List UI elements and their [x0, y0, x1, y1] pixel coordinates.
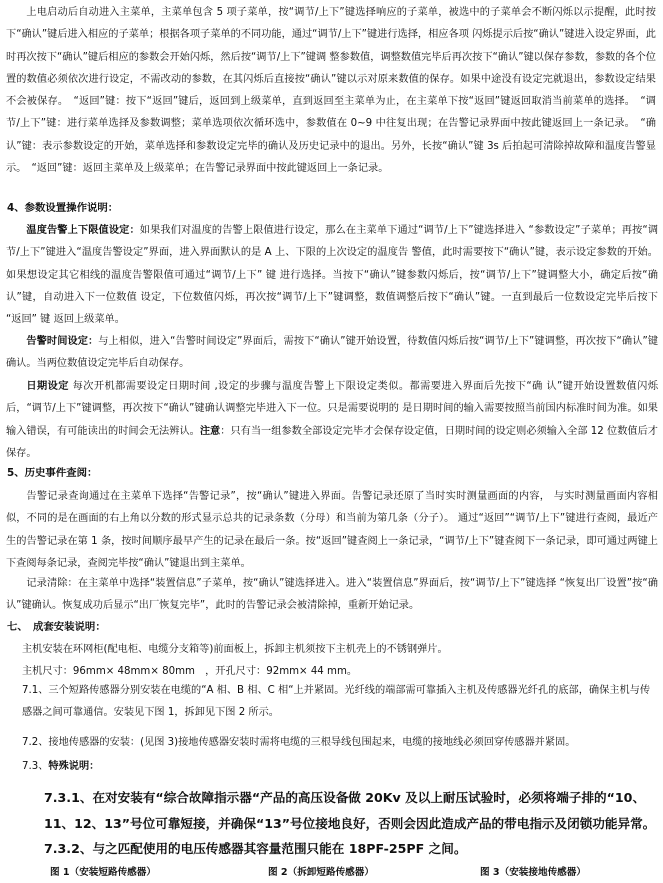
figure-3-caption: 图 3（安装接地传感器）: [480, 867, 586, 878]
alarm-time-text: 与上相似，进入“告警时间设定”界面后，需按下“确认”键开始设置，待数值闪烁后按“调节/上下”键调整，再次按下“确认”键确认。当两位数值设定完毕后自动保存。: [6, 336, 659, 370]
date-setting-text: 每次开机都需要设定日期时间 ,设定的步骤与温度告警上下限设定类似。都需要进入界面后先按下“确 认”键开始设置数值闪烁后，“调节/上下”键调整，再次按下“确认”键确认调整完毕进入下一位。只是需要说明的 是日期时间的输入需要按照当前国内标准时间为准。如果输入错误，有可能读出的时间会无法辨认。: [6, 381, 659, 437]
note-text: ：只有当一组参数全部设定完毕才会保存设定值，日期时间的设定则必须输入全部 12 位数值后才保存。: [6, 425, 658, 459]
item-7-3-2: 7.3.2、与之匹配使用的电压传感器其容量范围只能在 18PF-25PF 之间。: [44, 841, 467, 856]
item-7-3: [22, 759, 99, 775]
item-7-1: [22, 680, 656, 724]
section-5-heading: 5、历史事件查阅：: [7, 467, 98, 479]
alarm-time-paragraph: [6, 331, 658, 376]
item-7-3-1: 7.3.1、在对安装有“综合故障指示器“产品的高压设备做 20Kv 及以上耐压试验时，必须将端子排的“10、11、12、13”号位可靠短接，并确保“13”号位接地良好，否则会因此造成产品的带电指示及闭锁功能异常。: [44, 790, 656, 831]
history-paragraph: 告警记录查询通过在主菜单下选择“告警记录”，按“确认”键进入界面。告警记录还原了当时实时测量画面的内容， 与实时测量画面内容相似，不同的是在画面的右上角以分数的形式显示总共的记录条数（分母）和当前为第几条（分子）。 通过“返回”“调节/上下”键进行查阅，最近产生的告警记录在第 1 条，按时间顺序最早产生的记录在最后一条。按“返回”键查阅上一条记录，“调节/上下”键查阅下一条记录，即可通过两键上下查阅每条记录，查阅完毕按“确认”键退出到主菜单。: [6, 491, 658, 569]
install-line-1: 主机安装在环网柜(配电柜、电缆分支箱等)前面板上，拆卸主机须按下主机壳上的不锈钢弹片。: [22, 644, 448, 655]
temp-limit-text: 如果我们对温度的告警上限值进行设定，那么在主菜单下通过“调节/上下”键选择进入 “参数设定”子菜单；再按“调节/上下”键进入“温度告警设定”界面，进入界面默认的是 A 上、下限的上次设定的温度告 警值，此时需要按下“确认”键，表示设定参数的开始。如果想设定其它相线的温度告警限值可通过“调节/上下” 键 进行选择。当按下“确认”键参数闪烁后，按“调节/上下”键调整大小，确定后按“确认”键，自动进入下一位数值 设定，下位数值闪烁，再次按“调节/上下”键调整，数值调整后按下“确认”键。一直到最后一位数设定完毕后按下 “返回” 键 返回上级菜单。: [6, 225, 659, 326]
date-setting-label: 日期设定: [26, 381, 69, 392]
figure-2-caption: 图 2（拆卸短路传感器）: [268, 867, 374, 878]
figure-captions: [0, 864, 663, 882]
section-7-heading: 七、 成套安装说明：: [7, 621, 106, 633]
section-4-heading: 4、参数设置操作说明：: [7, 202, 119, 214]
temp-limit-label: 温度告警上下限值设定：: [26, 225, 140, 236]
figure-1-caption: 图 1（安装短路传感器）: [50, 867, 156, 878]
item-7-3-label: 特殊说明：: [48, 761, 100, 772]
record-clear-paragraph: 记录清除：在主菜单中选择“装置信息”子菜单，按“确认”键选择进入。进入“装置信息”界面后，按“调节/上下”键选择 “恢复出厂设置”按“确认”键确认。恢复成功后显示“出厂恢复完毕”，此时的告警记录会被清除掉，重新开始记录。: [6, 578, 658, 612]
note-label: 注意: [199, 425, 221, 437]
menu-operation-paragraph: 上电启动后自动进入主菜单，主菜单包含 5 项子菜单，按“调节/上下”键选择响应的子菜单，被选中的子菜单会不断闪烁以示提醒，此时按下“确认”键后进入相应的子菜单；根据各项子菜单的不同功能，通过“调节/上下”键进行选择，相应各项 闪烁提示后按“确认”键进入设定界面，此时再次按下“确认”键后相应的参数会开始闪烁，然后按“调节/上下”键调 整参数值，调整数值完毕后再次按下“确认”键以保存参数，参数的各个位置的数值必须依次进行设定，不需改动的参数，在其闪烁后直接按“确认”键以示对原来数值的保存。如果中途没有设定完就退出，参数设定结果不会被保存。 “返回”键：按下“返回”键后，返回到上级菜单，直到返回至主菜单为止，在主菜单下按“返回”键返回取消当前菜单的选择。 “调节/上下”键：进行菜单选择及参数调整；菜单选项依次循环选中，参数值在 0~9 中往复出现；在告警记录界面中按此键返回上一条记录。 “确认”键：表示参数设定的开始，菜单选择和参数设定完毕的确认及历史记录中的退出。另外，长按“确认”键 3s 后拍起可清除掉故障和温度告警显示。 “返回”键：返回主菜单及上级菜单；在告警记录界面中按此键返回上一条记录。: [6, 7, 656, 175]
date-setting-paragraph: [6, 376, 658, 465]
install-line-2: 主机尺寸：96mm× 48mm× 80mm ，开孔尺寸：92mm× 44 mm。: [22, 666, 358, 677]
temp-limit-paragraph: [6, 220, 658, 331]
alarm-time-label: 告警时间设定：: [26, 336, 99, 347]
item-7-3-num: 7.3、: [22, 761, 49, 772]
item-7-1-text: 7.1、三个短路传感器分别安装在电缆的“A 相、B 相、C 相“上并紧固。光纤线的端部需可靠插入主机及传感器光纤孔的底部，确保主机与传感器之间可靠通信。安装见下图 1，拆卸见下图 2 所示。: [22, 685, 651, 718]
item-7-2: 7.2、接地传感器的安装：(见图 3)接地传感器安装时需将电缆的三根导线包围起来，电缆的接地线必须回穿传感器并紧固。: [22, 737, 576, 748]
